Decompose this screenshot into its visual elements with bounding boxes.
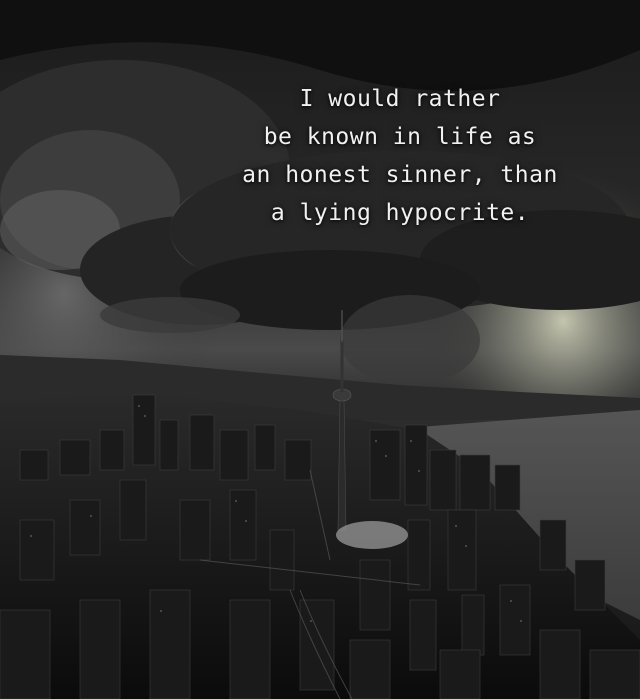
quote-line-2: be known in life as xyxy=(263,124,537,150)
quote-line-4: a lying hypocrite. xyxy=(270,200,530,226)
quote-text xyxy=(160,80,640,232)
quote-line-1: I would rather xyxy=(299,86,501,112)
stadium-dome xyxy=(336,521,408,549)
quote-line-3: an honest sinner, than xyxy=(242,162,558,188)
